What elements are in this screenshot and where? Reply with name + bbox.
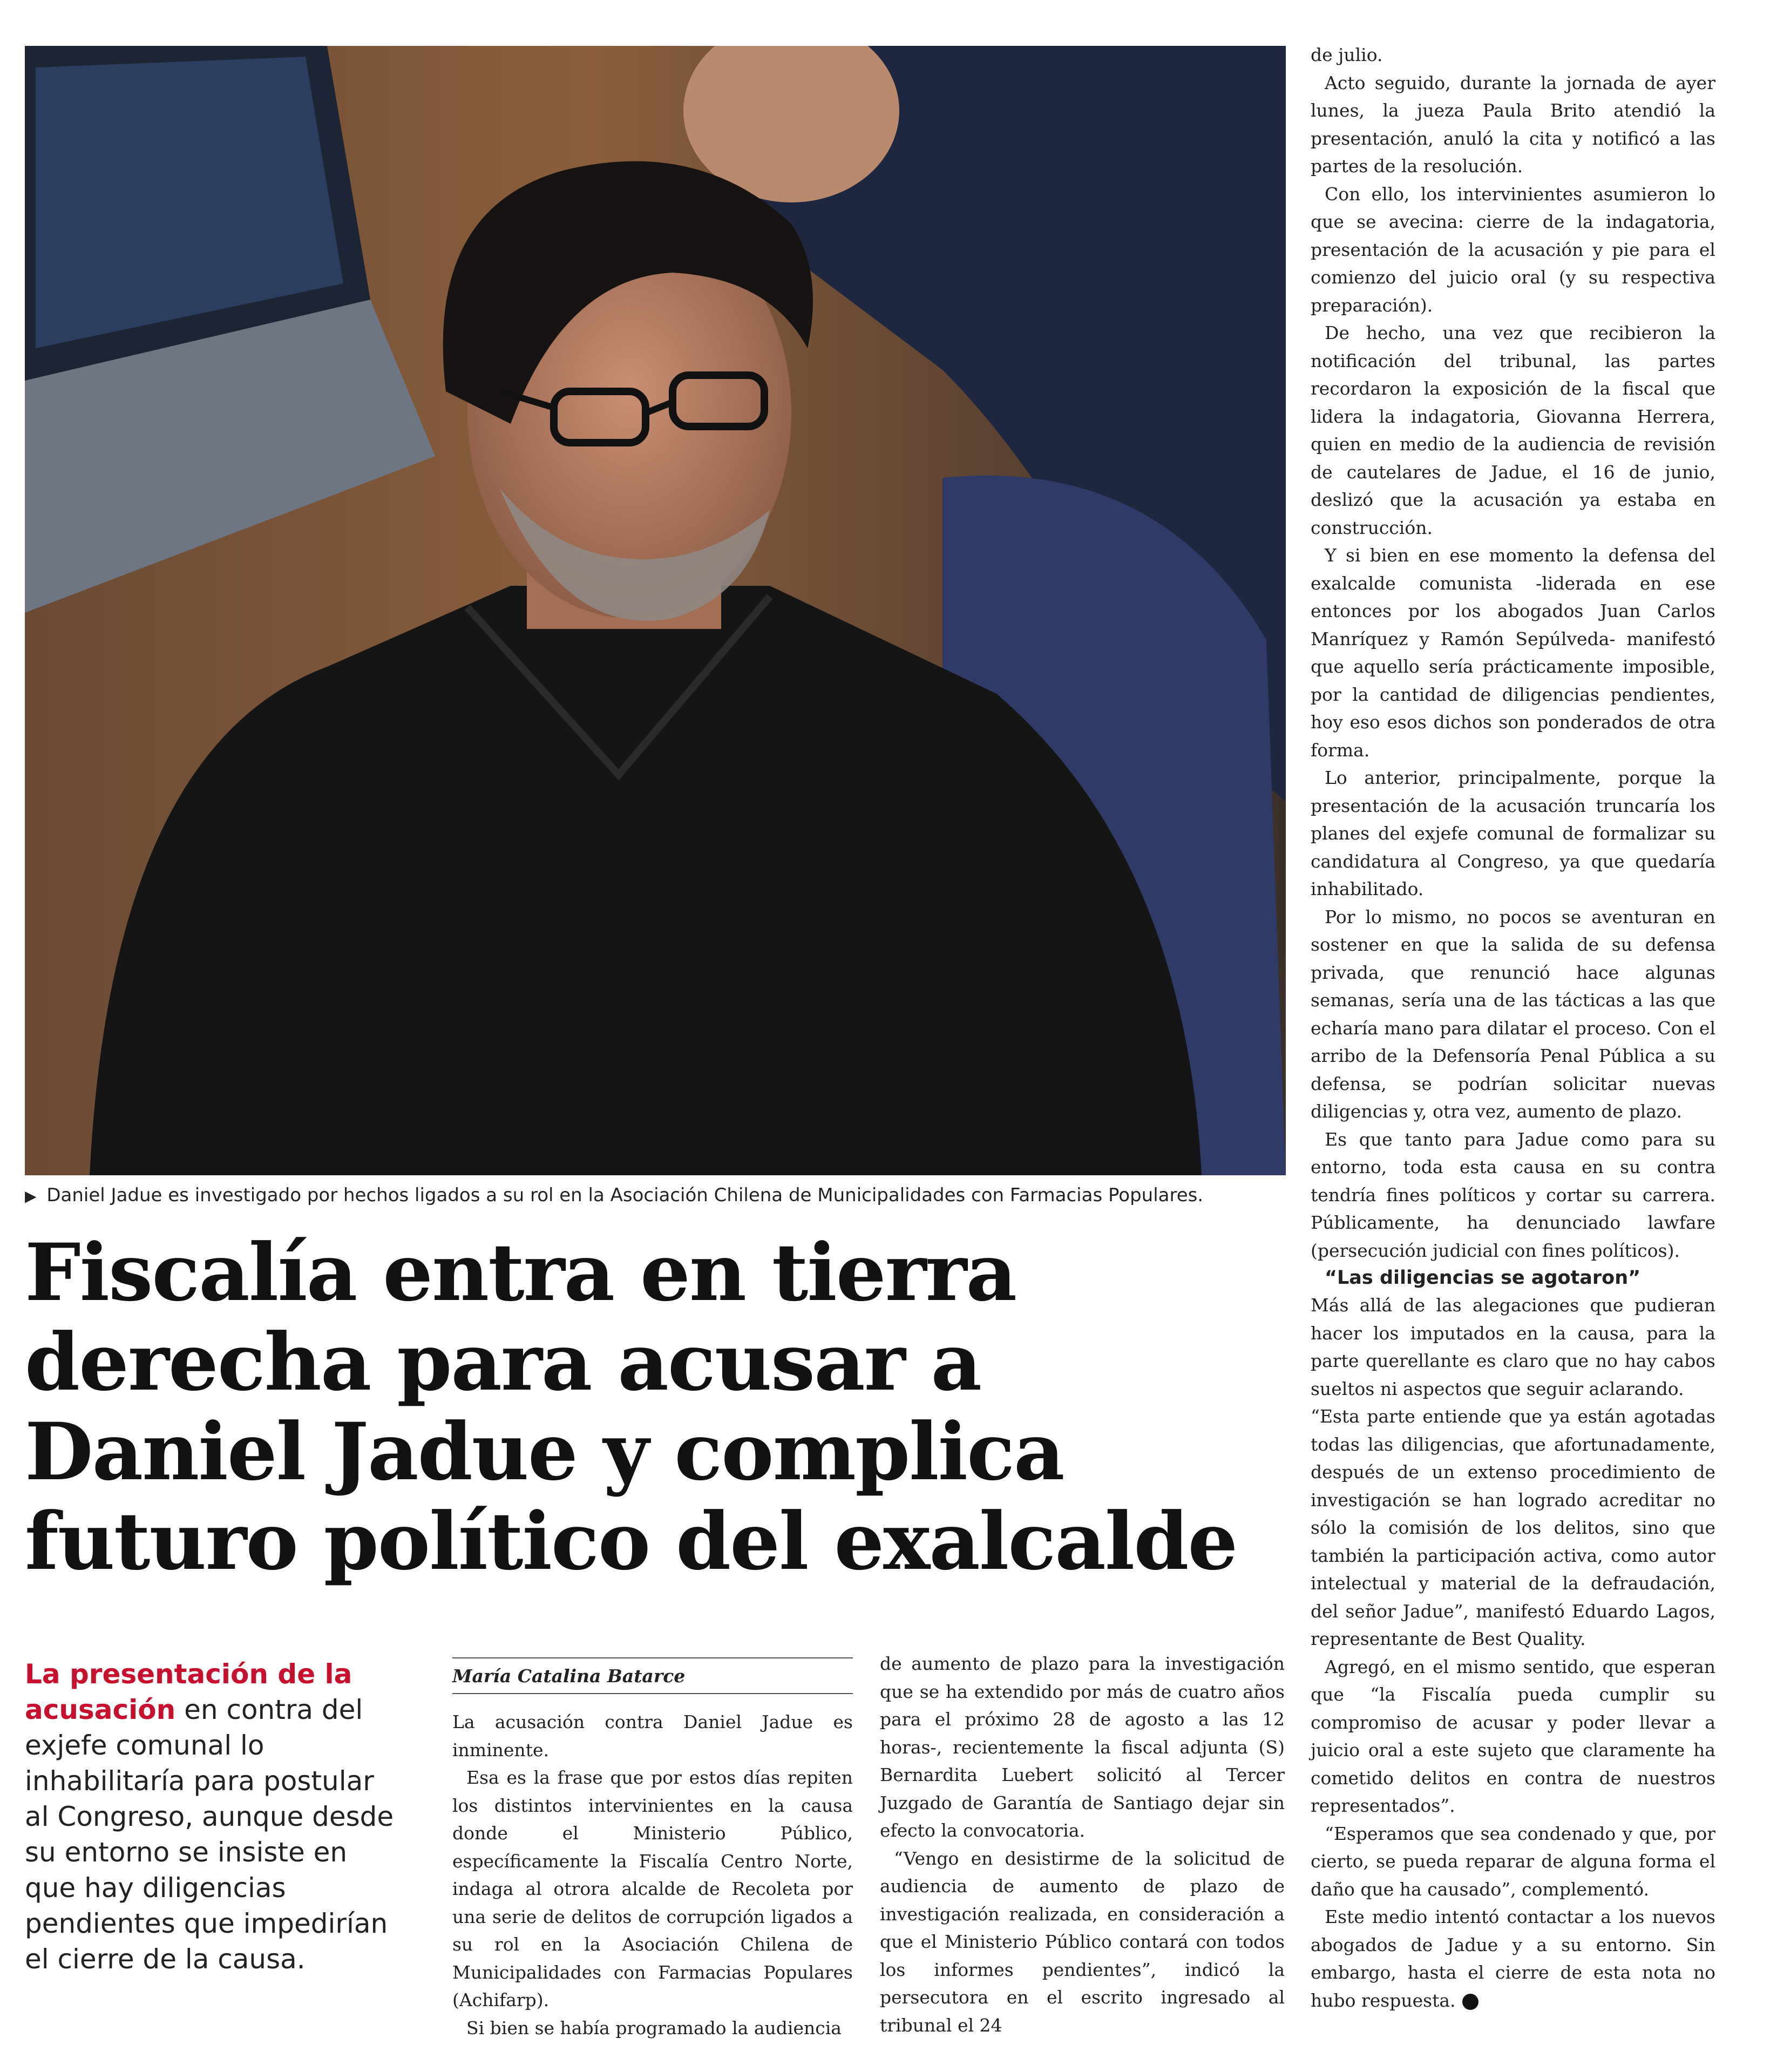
byline: María Catalina Batarce: [452, 1657, 853, 1694]
caption-triangle-icon: ▶: [25, 1187, 37, 1205]
body-paragraph: Lo anterior, principalmente, porque la presentación de la acusación truncaría los planes del exjefe comunal de formalizar su candidatura al Congreso, ya que quedaría inhabilitado.: [1311, 767, 1715, 899]
body-paragraph: de aumento de plazo para la investigación que se ha extendido por más de cuatro años para el próximo 28 de agosto a las 12 horas-, recientemente la fiscal adjunta (S) Bernardita Luebert solicitó al Tercer Juzgado de Garantía de Santiago dejar sin efecto la convocatoria.: [880, 1653, 1285, 1841]
lead-highlight: La presentación de la acusación: [25, 1658, 352, 1725]
body-paragraph: [1311, 1903, 1715, 2014]
body-paragraph: La acusación contra Daniel Jadue es inminente.: [452, 1711, 853, 1760]
body-paragraph: “Esperamos que sea condenado y que, por cierto, se pueda reparar de alguna forma el daño que ha causado”, complementó.: [1311, 1823, 1715, 1900]
body-paragraph: Esa es la frase que por estos días repiten los distintos intervinientes en la causa donde el Ministerio Público, específicamente la Fiscalía Centro Norte, indaga al otrora alcalde de Recoleta por una serie de delitos de corrupción ligados a su rol en la Asociación Chilena de Municipalidades con Farmacias Populares (Achifarp).: [452, 1767, 853, 2010]
body-paragraph: Si bien se había programado la audiencia: [466, 2017, 842, 2039]
photo-caption: [25, 1183, 1288, 1208]
end-of-article-dot-icon: [1462, 1994, 1478, 2010]
body-paragraph: Agregó, en el mismo sentido, que esperan que “la Fiscalía pueda cumplir su compromiso de acusar y poder llevar a juicio oral a este sujeto que claramente ha cometido delitos en contra de nuestros representados”.: [1311, 1656, 1715, 1816]
body-column-3: [1311, 41, 1715, 2014]
body-column-1: [452, 1708, 853, 2042]
body-column-2: [880, 1650, 1285, 2039]
photo-illustration: [25, 46, 1286, 1175]
body-paragraph: Acto seguido, durante la jornada de ayer lunes, la jueza Paula Brito atendió la presentación, anuló la cita y notificó a las partes de la resolución.: [1311, 72, 1715, 177]
body-paragraph: “Vengo en desistirme de la solicitud de audiencia de aumento de plazo de investigación realizada, en consideración a que el Ministerio Público contará con todos los informes pendientes”, indicó la persecutora en el escrito ingresado al tribunal el 24: [880, 1847, 1285, 2036]
body-paragraph: Por lo mismo, no pocos se aventuran en sostener en que la salida de su defensa privada, que renunció hace algunas semanas, sería una de las tácticas a las que echaría mano para dilatar el proceso. Con el arribo de la Defensoría Penal Pública a su defensa, se podrían solicitar nuevas diligencias y, otra vez, aumento de plazo.: [1311, 906, 1715, 1122]
body-paragraph: Es que tanto para Jadue como para su entorno, toda esta causa en su contra tendría fines políticos y cortar su carrera. Públicamente, ha denunciado lawfare (persecución judicial con fines políticos).: [1311, 1128, 1715, 1261]
article-photo: [25, 46, 1286, 1175]
body-paragraph: Y si bien en ese momento la defensa del exalcalde comunista -liderada en ese entonces por los abogados Juan Carlos Manríquez y Ramón Sepúlveda- manifestó que aquello sería prácticamente imposible, por la cantidad de diligencias pendientes, hoy eso esos dichos son ponderados de otra forma.: [1311, 545, 1715, 761]
body-paragraph: “Esta parte entiende que ya están agotadas todas las diligencias, que afortunadamente, después de un extenso procedimiento de investigación se han logrado acreditar no sólo la comisión de los delitos, sino que también la participación activa, como autor intelectual y material de la defraudación, del señor Jadue”, manifestó Eduardo Lagos, representante de Best Quality.: [1311, 1406, 1715, 1649]
section-subhead: “Las diligencias se agotaron”: [1325, 1267, 1641, 1289]
body-paragraph: Con ello, los intervinientes asumieron lo que se avecina: cierre de la indagatoria, presentación de la acusación y pie para el comienzo del juicio oral (y su respectiva preparación).: [1311, 183, 1715, 316]
body-paragraph: de julio.: [1311, 44, 1383, 65]
lead-text: en contra del exjefe comunal lo inhabilitaría para postular al Congreso, aunque desde su entorno se insiste en que hay diligencias pendientes que impedirían el cierre de la causa.: [25, 1694, 394, 1975]
lead-paragraph: [25, 1656, 403, 1977]
headline: Fiscalía entra en tierra derecha para acusar a Daniel Jadue y complica futuro político del exalcalde: [25, 1227, 1237, 1588]
final-paragraph-text: Este medio intentó contactar a los nuevos abogados de Jadue y a su entorno. Sin embargo, hasta el cierre de esta nota no hubo respuesta.: [1311, 1906, 1715, 2011]
body-paragraph: Más allá de las alegaciones que pudieran hacer los imputados en la causa, para la parte querellante es claro que no hay cabos sueltos ni aspectos que seguir aclarando.: [1311, 1295, 1715, 1399]
body-paragraph: De hecho, una vez que recibieron la notificación del tribunal, las partes recordaron la exposición de la fiscal que lidera la indagatoria, Giovanna Herrera, quien en medio de la audiencia de revisión de cautelares de Jadue, el 16 de junio, deslizó que la acusación ya estaba en construcción.: [1311, 322, 1715, 538]
caption-text: Daniel Jadue es investigado por hechos ligados a su rol en la Asociación Chilena de Municipalidades con Farmacias Populares.: [46, 1184, 1204, 1206]
